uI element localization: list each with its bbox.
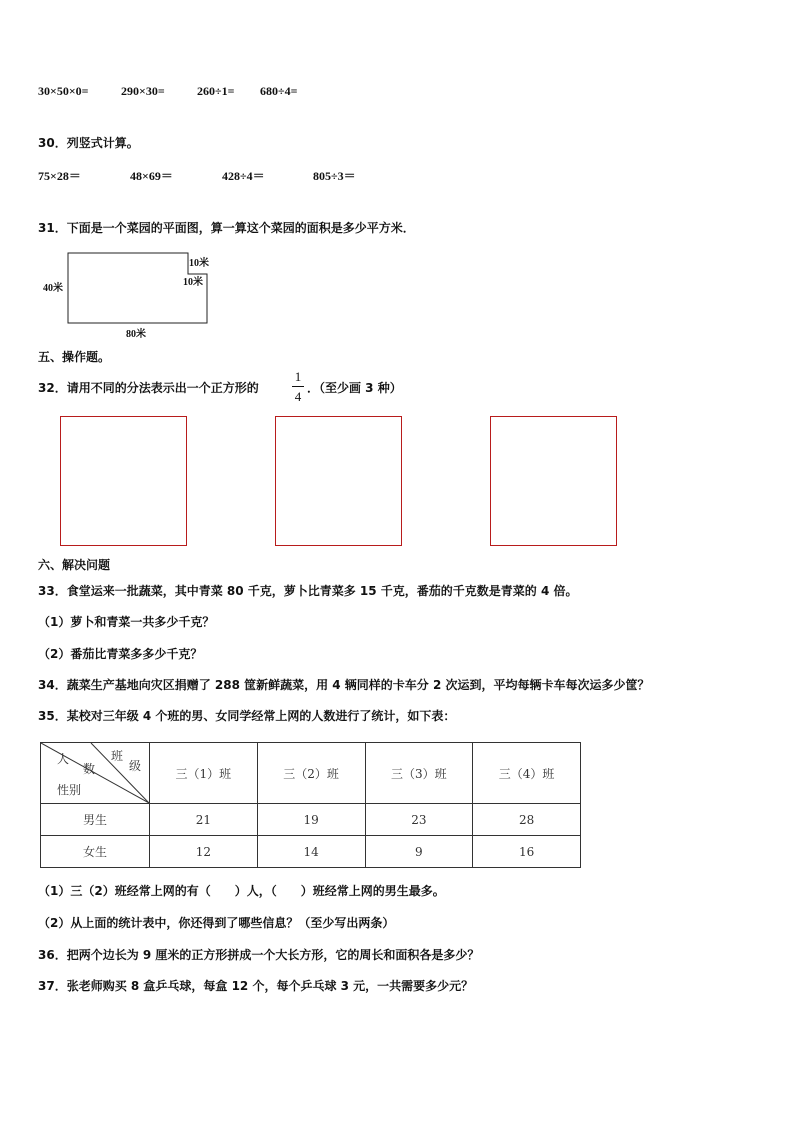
table-row bbox=[41, 836, 581, 868]
q30-calc-3: 428÷4＝ bbox=[222, 169, 265, 183]
table-cell: 9 bbox=[365, 836, 473, 868]
table-cell: 19 bbox=[257, 804, 365, 836]
garden-outline bbox=[68, 253, 207, 323]
label-40m: 40米 bbox=[43, 283, 63, 294]
q33-sub2: （2）番茄比青菜多多少千克？ bbox=[38, 647, 203, 661]
diag-shu: 数 bbox=[83, 762, 96, 776]
diag-ren: 人 bbox=[57, 752, 70, 766]
q32-prefix: 32．请用不同的分法表示出一个正方形的 bbox=[38, 381, 259, 395]
answer-square-2[interactable] bbox=[275, 416, 402, 546]
fraction-denominator: 4 bbox=[294, 389, 302, 404]
q29-calc-2: 290×30= bbox=[121, 84, 165, 98]
q33-sub1: （1）萝卜和青菜一共多少千克？ bbox=[38, 615, 215, 629]
q31-title: 31．下面是一个菜园的平面图，算一算这个菜园的面积是多少平方米． bbox=[38, 221, 415, 235]
fraction-bar bbox=[292, 386, 304, 387]
row-label-girls: 女生 bbox=[41, 836, 150, 868]
q37-title: 37．张老师购买 8 盒乒乓球，每盒 12 个，每个乒乓球 3 元，一共需要多少元？ bbox=[38, 979, 474, 993]
q36-title: 36．把两个边长为 9 厘米的正方形拼成一个大长方形，它的周长和面积各是多少？ bbox=[38, 948, 480, 962]
q34-title: 34．蔬菜生产基地向灾区捐赠了 288 筐新鲜蔬菜，用 4 辆同样的卡车分 2 次运到，平均每辆卡车每次运多少筐？ bbox=[38, 678, 650, 692]
fraction-numerator: 1 bbox=[294, 369, 302, 384]
q32-suffix: ．（至少画 3 种） bbox=[307, 381, 402, 395]
label-80m: 80米 bbox=[126, 329, 146, 340]
answer-square-1[interactable] bbox=[60, 416, 187, 546]
table-cell: 28 bbox=[473, 804, 581, 836]
table-cell: 23 bbox=[365, 804, 473, 836]
q35-sub2: （2）从上面的统计表中，你还得到了哪些信息？（至少写出两条） bbox=[38, 916, 395, 930]
answer-square-3[interactable] bbox=[490, 416, 617, 546]
diagonal-header-cell bbox=[41, 743, 150, 804]
label-top-right-10m: 10米 bbox=[189, 258, 209, 269]
statistics-table bbox=[40, 742, 581, 868]
q30-calc-4: 805÷3＝ bbox=[313, 169, 356, 183]
table-cell: 12 bbox=[150, 836, 258, 868]
label-inner-right-10m: 10米 bbox=[183, 277, 203, 288]
q30-title: 30．列竖式计算。 bbox=[38, 136, 139, 150]
column-header-class-1: 三（1）班 bbox=[150, 743, 258, 804]
table-row bbox=[41, 804, 581, 836]
section-6-heading: 六、解决问题 bbox=[38, 558, 111, 572]
row-label-boys: 男生 bbox=[41, 804, 150, 836]
q29-calc-4: 680÷4= bbox=[260, 84, 298, 98]
section-5-heading: 五、操作题。 bbox=[38, 350, 111, 364]
diag-ban: 班 bbox=[111, 749, 124, 763]
q29-calc-3: 260÷1= bbox=[197, 84, 235, 98]
q35-sub1: （1）三（2）班经常上网的有（ ）人，（ ）班经常上网的男生最多。 bbox=[38, 884, 445, 898]
q33-title: 33．食堂运来一批蔬菜，其中青菜 80 千克，萝卜比青菜多 15 千克，番茄的千克数是青菜的 4 倍。 bbox=[38, 584, 578, 598]
q30-calc-2: 48×69＝ bbox=[130, 169, 173, 183]
table-cell: 14 bbox=[257, 836, 365, 868]
column-header-class-4: 三（4）班 bbox=[473, 743, 581, 804]
column-header-class-2: 三（2）班 bbox=[257, 743, 365, 804]
q35-title: 35．某校对三年级 4 个班的男、女同学经常上网的人数进行了统计，如下表： bbox=[38, 709, 456, 723]
table-cell: 16 bbox=[473, 836, 581, 868]
diag-ji: 级 bbox=[129, 759, 142, 773]
q29-calc-1: 30×50×0= bbox=[38, 84, 89, 98]
table-cell: 21 bbox=[150, 804, 258, 836]
q30-calc-1: 75×28＝ bbox=[38, 169, 81, 183]
diag-xingbie: 性别 bbox=[57, 783, 82, 797]
column-header-class-3: 三（3）班 bbox=[365, 743, 473, 804]
